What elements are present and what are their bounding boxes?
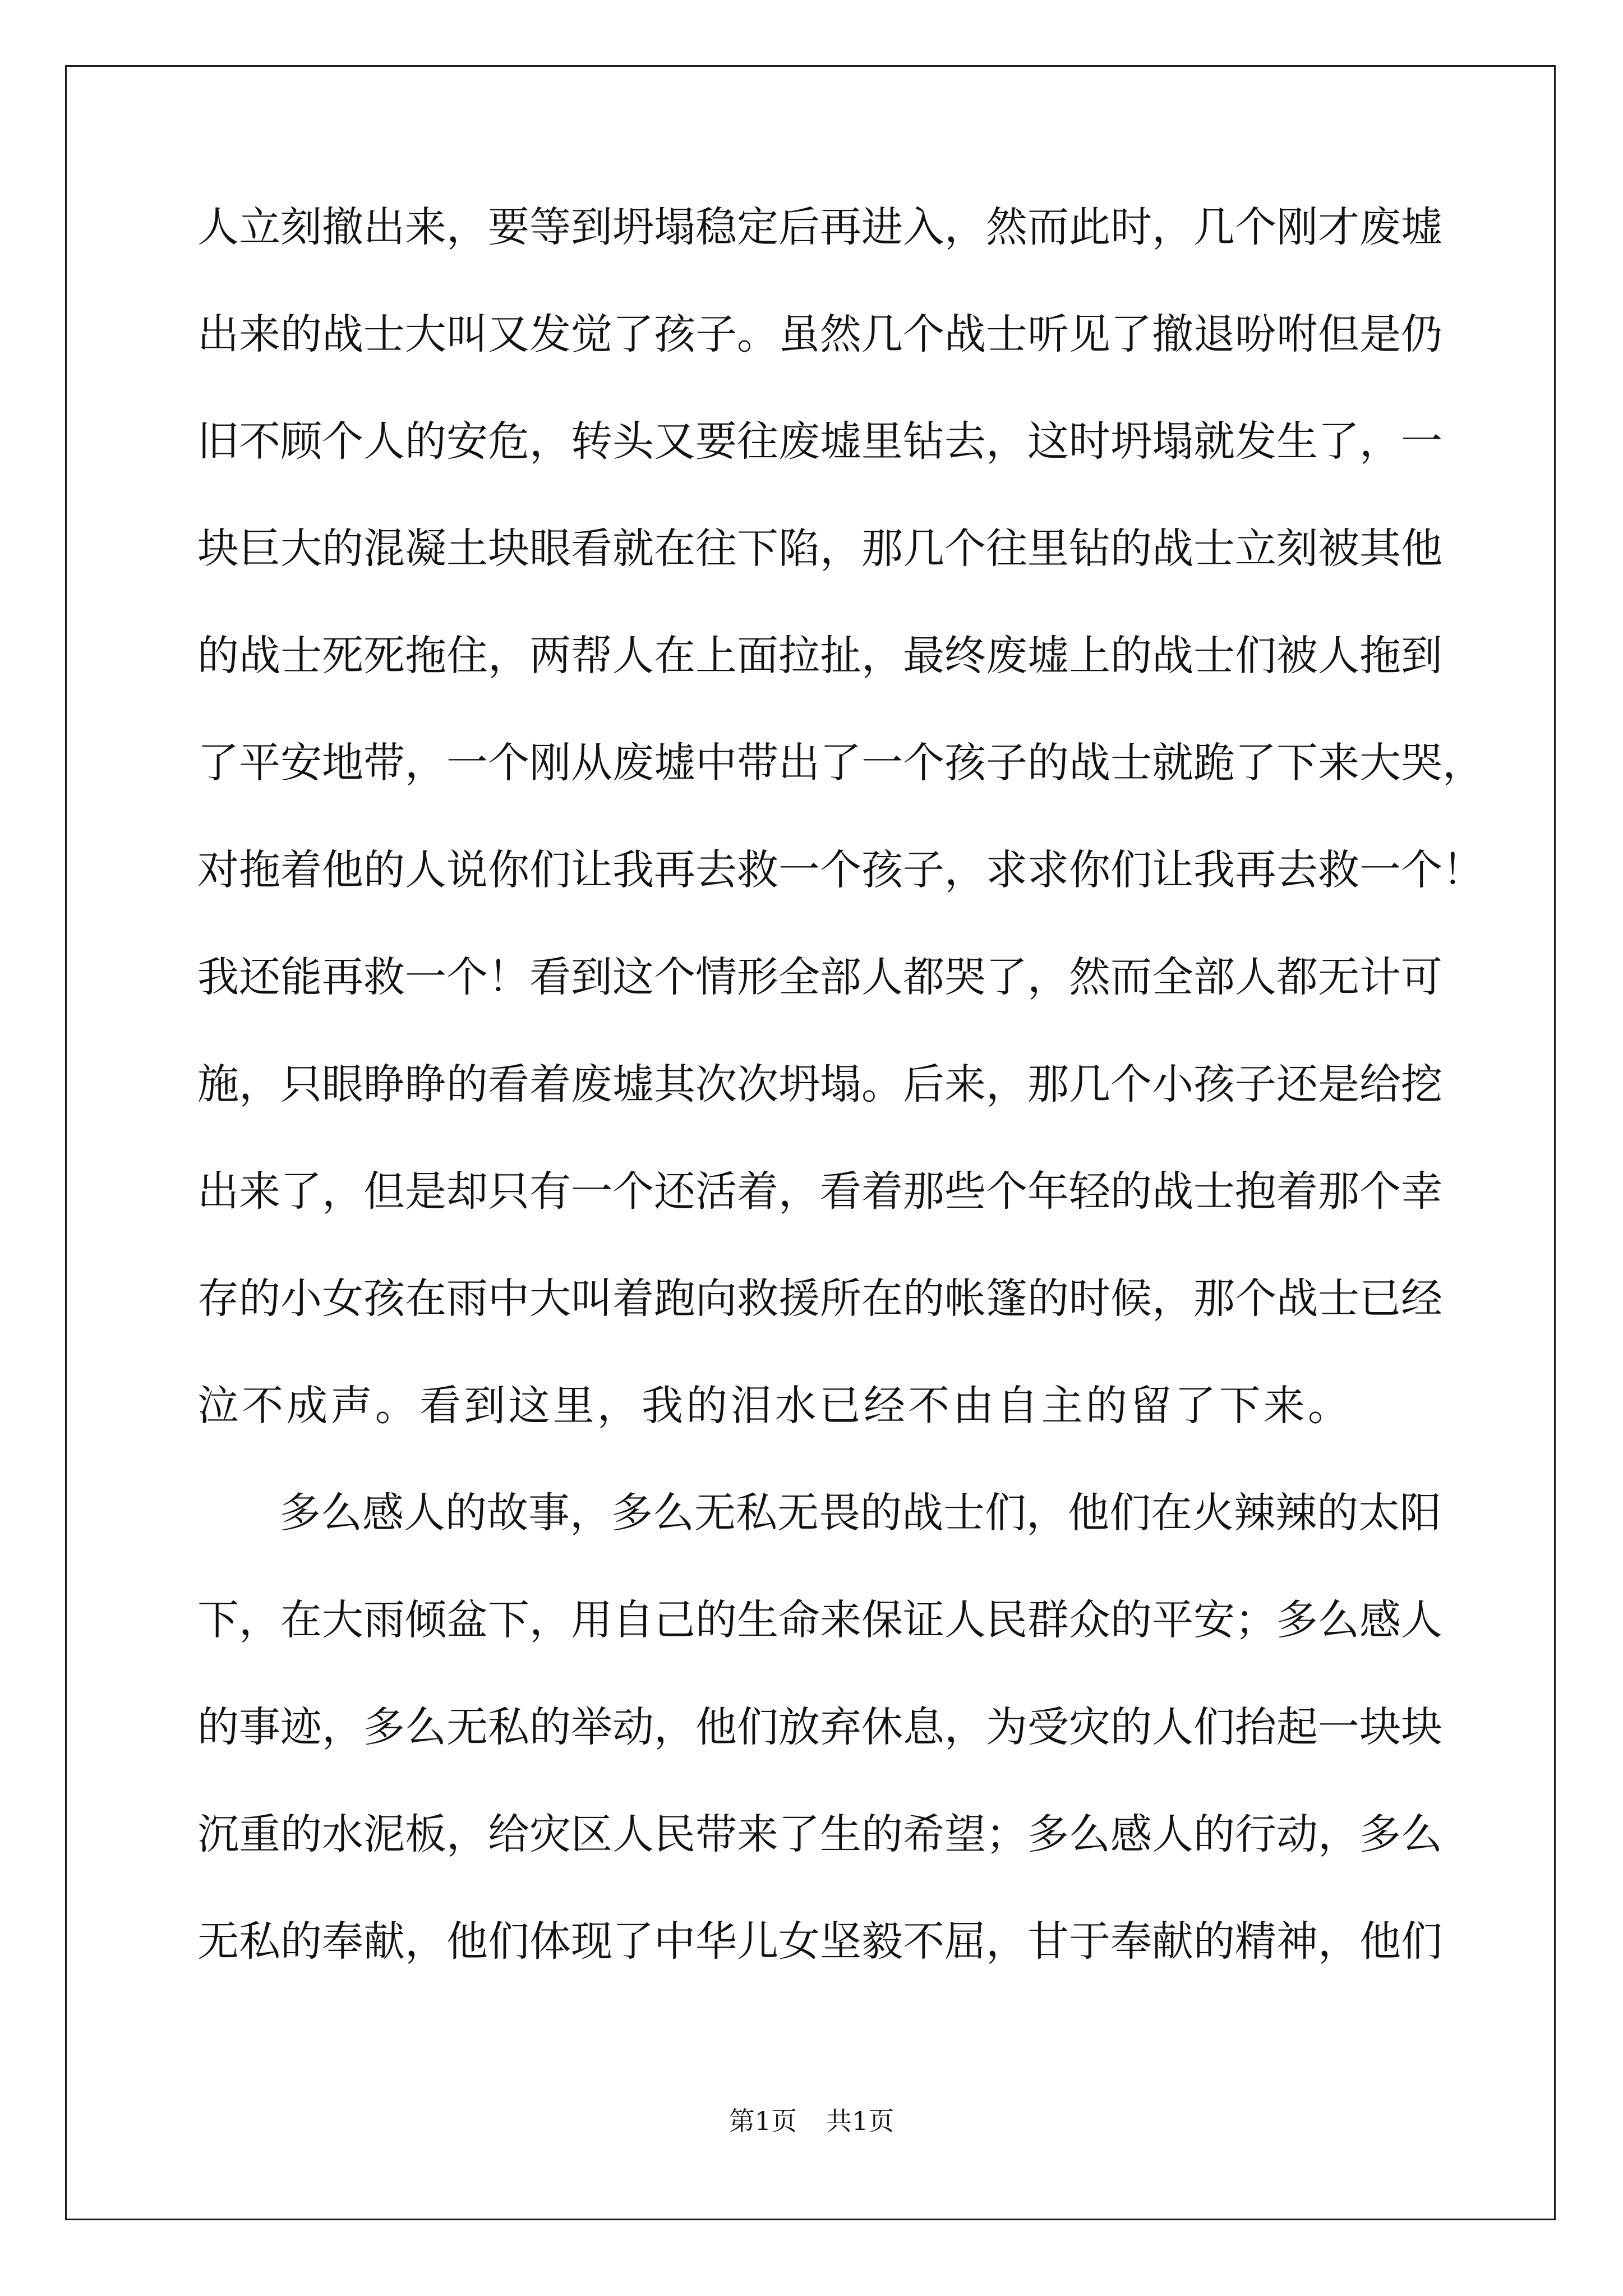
text-line: 沉重的水泥板，给灾区人民带来了生的希望；多么感人的行动，多么	[197, 1810, 1442, 1858]
text-line: 下，在大雨倾盆下，用自己的生命来保证人民群众的平安；多么感人	[197, 1596, 1442, 1644]
text-line: 对拖着他的人说你们让我再去救一个孩子，求求你们让我再去救一个！	[197, 846, 1484, 894]
paragraph-first-line: 多么感人的故事，多么无私无畏的战士们，他们在火辣辣的太阳	[279, 1489, 1441, 1537]
text-line: 出来了，但是却只有一个还活着，看着那些个年轻的战士抱着那个幸	[197, 1167, 1442, 1216]
text-line: 了平安地带，一个刚从废墟中带出了一个孩子的战士就跪了下来大哭，	[197, 739, 1484, 787]
text-line: 存的小女孩在雨中大叫着跑向救援所在的帐篷的时候，那个战士已经	[197, 1274, 1442, 1323]
text-line: 出来的战士大叫又发觉了孩子。虽然几个战士听见了撤退吩咐但是仍	[197, 310, 1442, 358]
text-line: 我还能再救一个！看到这个情形全部人都哭了，然而全部人都无计可	[197, 953, 1442, 1001]
text-line: 块巨大的混凝土块眼看就在往下陷，那几个往里钻的战士立刻被其他	[197, 524, 1442, 573]
text-line: 泣不成声。看到这里，我的泪水已经不由自主的留了下来。	[197, 1382, 1353, 1430]
page-number: 第1页	[728, 2106, 797, 2136]
text-line: 无私的奉献，他们体现了中华儿女坚毅不屈，甘于奉献的精神，他们	[197, 1917, 1442, 1966]
text-line: 人立刻撤出来，要等到坍塌稳定后再进入，然而此时，几个刚才废墟	[197, 203, 1442, 251]
text-line: 施，只眼睁睁的看着废墟其次次坍塌。后来，那几个小孩子还是给挖	[197, 1060, 1442, 1108]
text-line: 旧不顾个人的安危，转头又要往废墟里钻去，这时坍塌就发生了，一	[197, 417, 1442, 466]
page-total: 共1页	[826, 2106, 895, 2136]
text-line: 的战士死死拖住，两帮人在上面拉扯，最终废墟上的战士们被人拖到	[197, 632, 1442, 680]
document-body	[197, 203, 1484, 2028]
page-footer	[0, 2108, 1623, 2134]
text-line: 的事迹，多么无私的举动，他们放弃休息，为受灾的人们抬起一块块	[197, 1703, 1442, 1751]
